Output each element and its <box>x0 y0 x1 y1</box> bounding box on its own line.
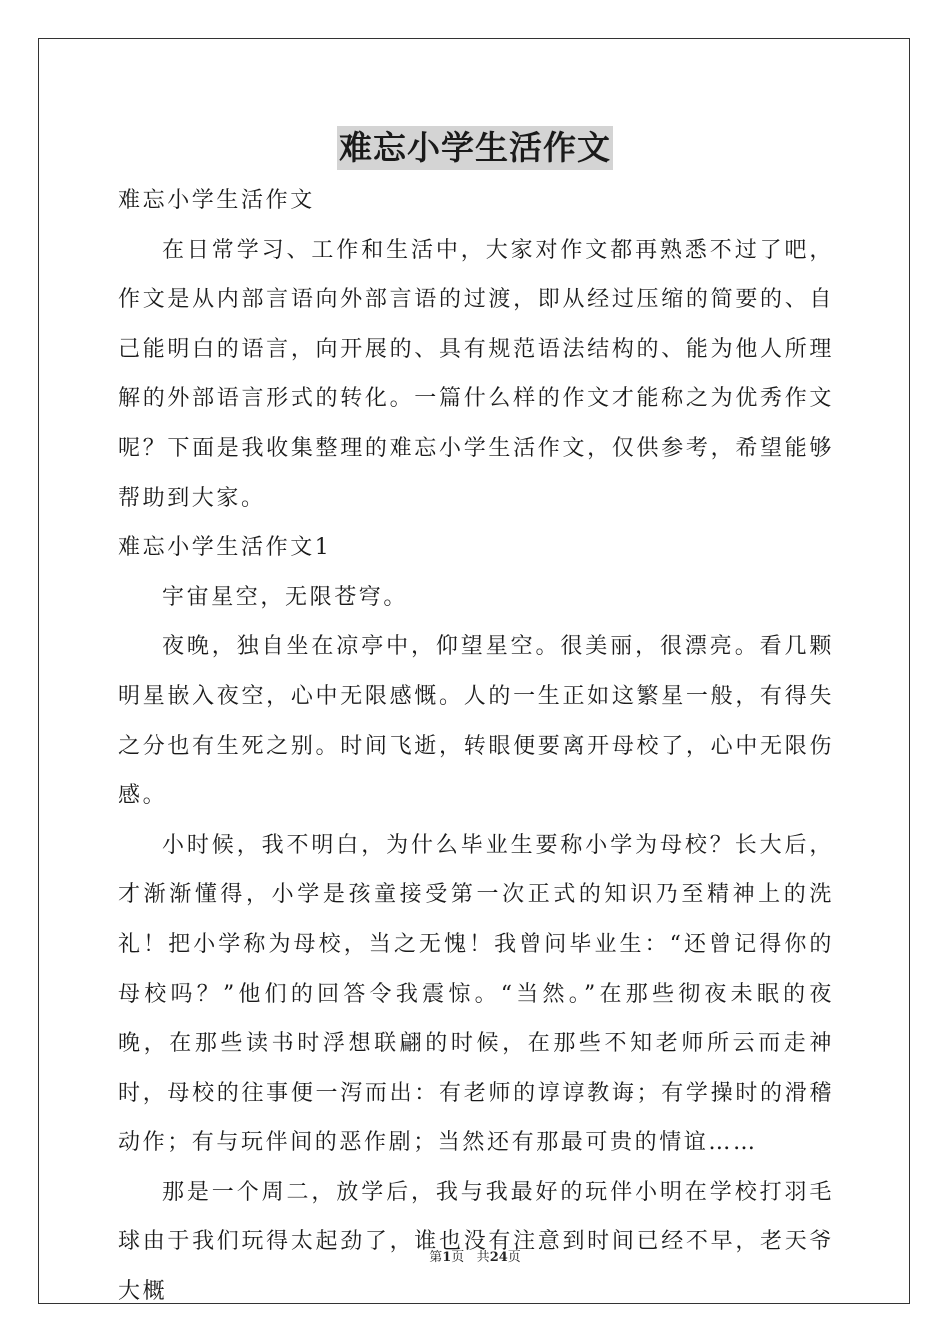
document-title: 难忘小学生活作文 <box>337 126 613 170</box>
page-number: 1 <box>442 1250 452 1265</box>
paragraph: 宇宙星空，无限苍穹。 <box>162 584 409 610</box>
total-pages: 24 <box>489 1250 508 1265</box>
page-footer <box>0 1246 950 1265</box>
paragraph: 难忘小学生活作文1 <box>118 535 332 561</box>
page-suffix: 页 <box>451 1250 465 1265</box>
total-prefix: 共 <box>476 1250 490 1265</box>
title-container <box>0 126 950 170</box>
page-prefix: 第 <box>429 1250 443 1265</box>
paragraph: 在日常学习、工作和生活中，大家对作文都再熟悉不过了吧，作文是从内部言语向外部言语的过渡，即从经过压缩的简要的、自己能明白的语言，向开展的、具有规范语法结构的、能为他人所理解的外部语言形式的转化。一篇什么样的作文才能称之为优秀作文呢？下面是我收集整理的难忘小学生活作文，仅供参考，希望能够帮助到大家。 <box>118 237 834 511</box>
paragraph: 难忘小学生活作文 <box>118 188 315 213</box>
paragraph: 那是一个周二，放学后，我与我最好的玩伴小明在学校打羽毛球由于我们玩得太起劲了，谁也没有注意到时间已经不早，老天爷大概 <box>118 1179 834 1305</box>
paragraph: 夜晚，独自坐在凉亭中，仰望星空。很美丽，很漂亮。看几颗明星嵌入夜空，心中无限感慨。人的一生正如这繁星一般，有得失之分也有生死之别。时间飞逝，转眼便要离开母校了，心中无限伤感。 <box>118 634 834 809</box>
document-body <box>118 176 834 1317</box>
paragraph: 小时候，我不明白，为什么毕业生要称小学为母校？长大后，才渐渐懂得，小学是孩童接受第一次正式的知识乃至精神上的洗礼！把小学称为母校，当之无愧！我曾问毕业生：“还曾记得你的母校吗？”他们的回答令我震惊。“当然。”在那些彻夜未眠的夜晚，在那些读书时浮想联翩的时候，在那些不知老师所云而走神时，母校的往事便一泻而出：有老师的谆谆教诲；有学操时的滑稽动作；有与玩伴间的恶作剧；当然还有那最可贵的情谊…… <box>118 832 834 1156</box>
total-suffix: 页 <box>507 1250 521 1265</box>
